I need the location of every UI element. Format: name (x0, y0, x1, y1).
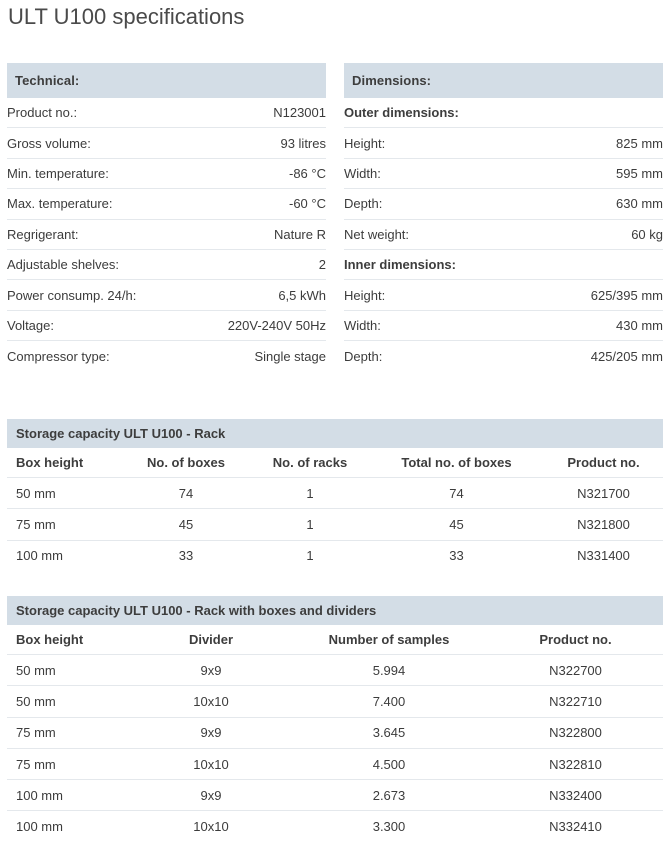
technical-label: Adjustable shelves: (7, 257, 120, 273)
rack-table-cell: 74 (369, 478, 544, 509)
technical-heading: Technical: (7, 63, 326, 98)
divider-table-row (7, 780, 663, 811)
technical-row (7, 311, 326, 341)
divider-table-row (7, 717, 663, 748)
rack-table-cell: 45 (369, 509, 544, 540)
outer-dimension-label: Net weight: (344, 226, 410, 242)
technical-row (7, 128, 326, 158)
inner-dimension-value: 625/395 mm (590, 287, 663, 303)
rack-table-cell: 33 (121, 540, 251, 571)
rack-capacity-table (7, 419, 663, 571)
inner-dimension-row (344, 280, 663, 310)
inner-dimension-row (344, 311, 663, 341)
rack-table-column-header: No. of boxes (146, 455, 225, 470)
outer-dimension-value: 630 mm (616, 196, 663, 212)
divider-table-cell: 75 mm (7, 717, 132, 748)
rack-table-cell: 1 (251, 540, 369, 571)
divider-table-cell: 9x9 (132, 717, 290, 748)
divider-capacity-table (7, 596, 663, 842)
divider-table-cell: 4.500 (290, 748, 488, 779)
divider-table-cell: N322800 (488, 717, 663, 748)
technical-label: Compressor type: (7, 348, 110, 364)
technical-row (7, 280, 326, 310)
outer-dimension-row (344, 220, 663, 250)
divider-table-row (7, 686, 663, 717)
inner-dimension-value: 430 mm (616, 317, 663, 333)
technical-label: Max. temperature: (7, 196, 113, 212)
dimensions-section (344, 63, 663, 372)
rack-table-body (7, 478, 663, 571)
divider-table-cell: 3.645 (290, 717, 488, 748)
divider-table-cell: 10x10 (132, 686, 290, 717)
technical-value: Nature R (273, 226, 326, 242)
rack-table-column-header: No. of racks (272, 455, 348, 470)
inner-dimension-label: Width: (344, 317, 381, 333)
divider-table-row (7, 655, 663, 686)
technical-label: Power consump. 24/h: (7, 287, 137, 303)
rack-table-cell: 74 (121, 478, 251, 509)
rack-table-row (7, 478, 663, 509)
technical-label: Product no.: (7, 105, 78, 121)
outer-dimension-row (344, 159, 663, 189)
divider-table-cell: 100 mm (7, 811, 132, 842)
divider-table-column-header: Product no. (539, 632, 612, 647)
divider-table-cell: 5.994 (290, 655, 488, 686)
rack-table-cell: 75 mm (7, 509, 121, 540)
inner-dimension-value: 425/205 mm (590, 348, 663, 364)
rack-table-column-header: Total no. of boxes (401, 455, 512, 470)
rack-table-cell: 1 (251, 509, 369, 540)
technical-value: Single stage (254, 348, 326, 364)
divider-table-cell: N322710 (488, 686, 663, 717)
technical-label: Gross volume: (7, 135, 91, 151)
rack-table-heading: Storage capacity ULT U100 - Rack (7, 419, 663, 448)
rack-table-cell: 1 (251, 478, 369, 509)
divider-table-cell: N332410 (488, 811, 663, 842)
rack-table-cell: N321800 (544, 509, 663, 540)
divider-table-cell: 100 mm (7, 780, 132, 811)
divider-table-cell: 50 mm (7, 655, 132, 686)
rack-table-cell: 50 mm (7, 478, 121, 509)
technical-label: Voltage: (7, 317, 54, 333)
technical-label: Regrigerant: (7, 226, 79, 242)
rack-table-row (7, 509, 663, 540)
dimensions-heading: Dimensions: (344, 63, 663, 98)
technical-row (7, 220, 326, 250)
dimensions-rows (344, 98, 663, 372)
divider-table-cell: 10x10 (132, 748, 290, 779)
outer-dimension-row (344, 189, 663, 219)
divider-table-cell: 9x9 (132, 655, 290, 686)
technical-section (7, 63, 326, 372)
divider-table-cell: 75 mm (7, 748, 132, 779)
technical-value: N123001 (273, 105, 326, 121)
rack-table-cell: N331400 (544, 540, 663, 571)
divider-table-heading: Storage capacity ULT U100 - Rack with boxes and dividers (7, 596, 663, 625)
technical-value: 6,5 kWh (278, 287, 326, 303)
technical-row (7, 98, 326, 128)
technical-value: -60 °C (289, 196, 326, 212)
divider-table-cell: N322810 (488, 748, 663, 779)
rack-table-column-header: Product no. (567, 455, 640, 470)
technical-row (7, 250, 326, 280)
rack-table-cell: 45 (121, 509, 251, 540)
inner-dimension-label: Height: (344, 287, 386, 303)
technical-row (7, 159, 326, 189)
rack-table-column-header: Box height (16, 455, 84, 470)
technical-label: Min. temperature: (7, 165, 109, 181)
outer-dimension-row (344, 128, 663, 158)
divider-table-cell: N322700 (488, 655, 663, 686)
rack-table-cell: N321700 (544, 478, 663, 509)
divider-table-column-header: Number of samples (328, 632, 450, 647)
outer-dimension-label: Width: (344, 165, 381, 181)
rack-table-cell: 33 (369, 540, 544, 571)
divider-table-row (7, 748, 663, 779)
technical-value: 2 (318, 257, 326, 273)
technical-value: 93 litres (280, 135, 326, 151)
divider-table-row (7, 811, 663, 842)
technical-value: 220V-240V 50Hz (227, 317, 326, 333)
divider-table-column-header: Box height (16, 632, 84, 647)
divider-table-cell: N332400 (488, 780, 663, 811)
divider-table-column-header: Divider (188, 632, 234, 647)
outer-dimension-value: 825 mm (616, 135, 663, 151)
technical-rows (7, 98, 326, 372)
divider-table-cell: 7.400 (290, 686, 488, 717)
divider-table-cell: 10x10 (132, 811, 290, 842)
rack-table-cell: 100 mm (7, 540, 121, 571)
inner-dimension-row (344, 341, 663, 371)
inner-dimension-label: Depth: (344, 348, 383, 364)
page-title: ULT U100 specifications (8, 4, 245, 29)
divider-table-cell: 3.300 (290, 811, 488, 842)
divider-table-header-row (7, 625, 663, 655)
inner-dimensions-heading: Inner dimensions: (344, 250, 663, 280)
divider-table-body (7, 655, 663, 842)
technical-value: -86 °C (289, 165, 326, 181)
technical-row (7, 341, 326, 371)
outer-dimension-value: 595 mm (616, 165, 663, 181)
divider-table-cell: 50 mm (7, 686, 132, 717)
divider-table-cell: 2.673 (290, 780, 488, 811)
technical-row (7, 189, 326, 219)
outer-dimension-label: Depth: (344, 196, 383, 212)
outer-dimensions-heading: Outer dimensions: (344, 98, 663, 128)
rack-table-header-row (7, 448, 663, 478)
rack-table-row (7, 540, 663, 571)
divider-table-cell: 9x9 (132, 780, 290, 811)
outer-dimension-value: 60 kg (631, 226, 663, 242)
outer-dimension-label: Height: (344, 135, 386, 151)
